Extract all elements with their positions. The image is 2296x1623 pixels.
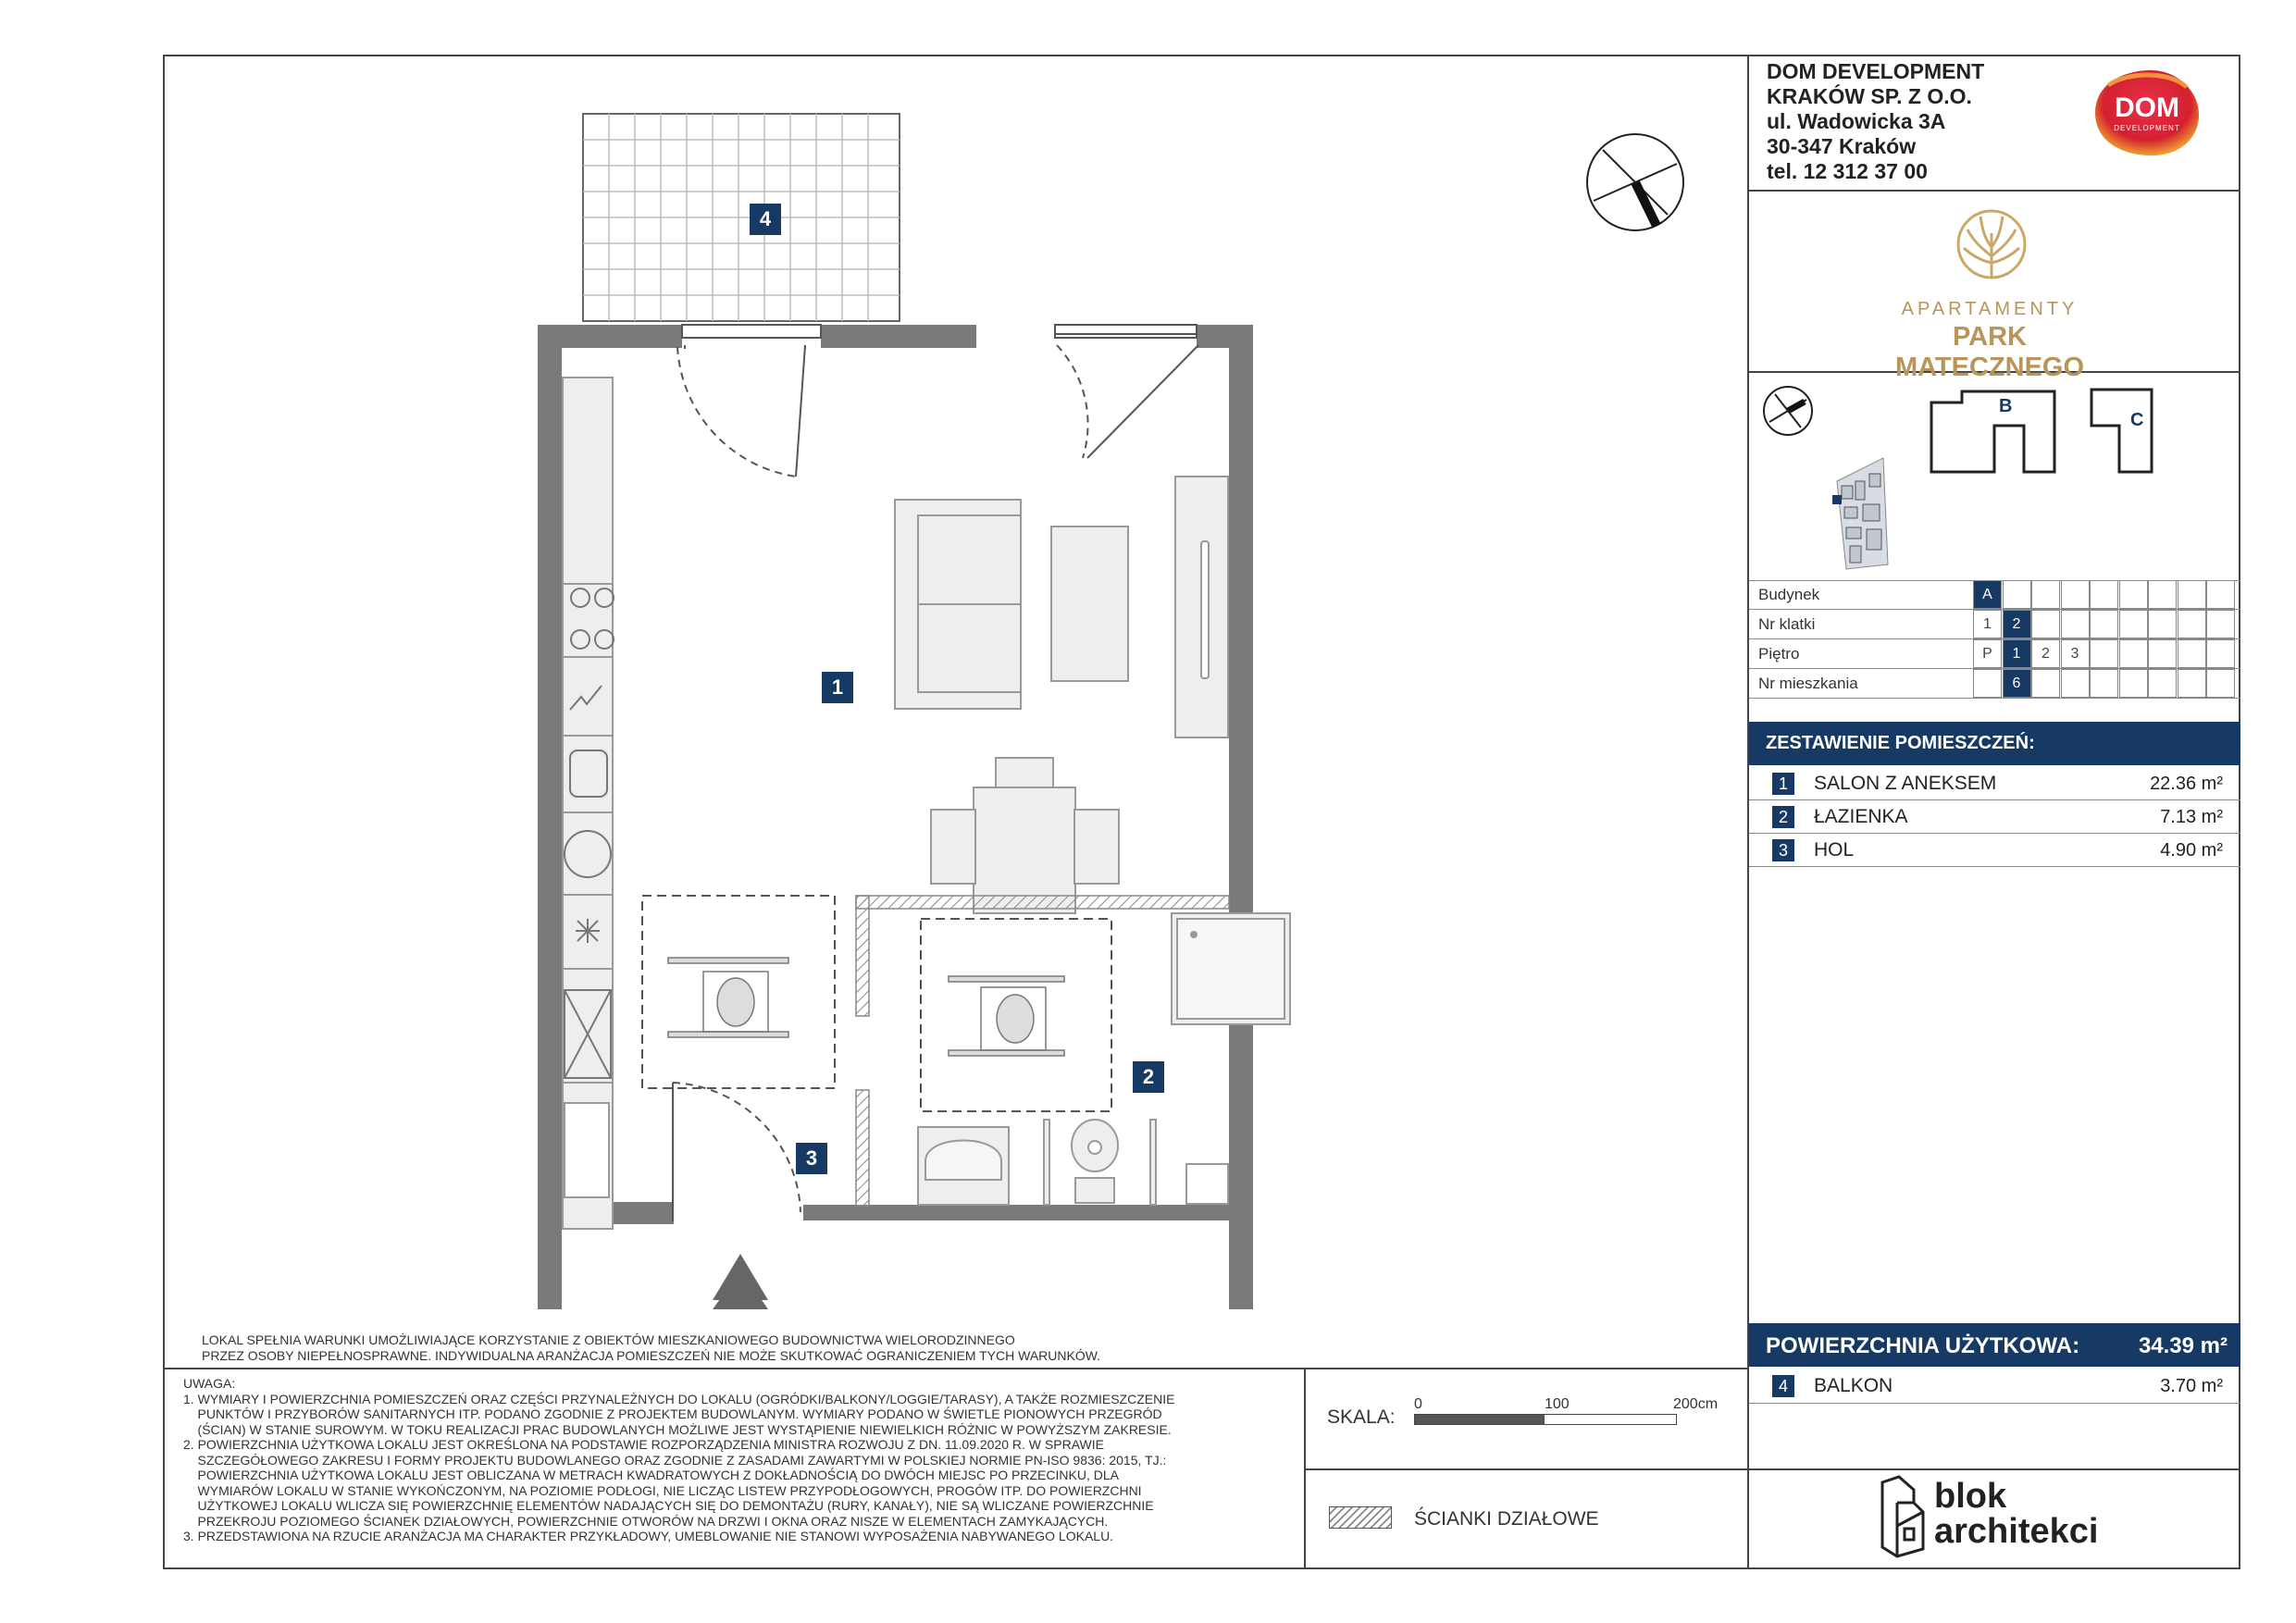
divider xyxy=(1304,1468,1749,1470)
info-cell xyxy=(2090,580,2118,609)
scale-bar-filled xyxy=(1415,1415,1545,1424)
room-number: 3 xyxy=(1772,839,1794,861)
site-plan-thumbnail xyxy=(1828,453,1893,574)
info-cell: 2 xyxy=(2031,639,2060,668)
info-cell: 2 xyxy=(2003,610,2031,638)
scale-tick-100: 100 xyxy=(1545,1396,1570,1412)
balcony-name: BALKON xyxy=(1814,1375,1893,1396)
rooms-header-text: ZESTAWIENIE POMIESZCZEŃ: xyxy=(1766,733,2035,753)
project-title-small: APARTAMENTY xyxy=(1901,299,2079,319)
accessibility-note xyxy=(202,1332,1100,1363)
divider xyxy=(163,1368,1749,1369)
company-line: tel. 12 312 37 00 xyxy=(1767,159,1928,183)
notes-title: UWAGA: xyxy=(183,1376,236,1391)
info-cell xyxy=(2148,580,2177,609)
logo-subtext: DEVELOPMENT xyxy=(2114,124,2180,132)
room-label-1: 1 xyxy=(822,672,853,703)
usable-area-value: 34.39 m² xyxy=(2138,1333,2228,1358)
info-cell xyxy=(2090,610,2118,638)
tree-logo-icon xyxy=(1955,205,2029,289)
note-line: PUNKTÓW I PRZYBORÓW SANITARNYCH ITP. PODANO ZGODNIE Z PROJEKTEM BUDOWLANYM. WYMIARY PODANO W ŚWIETLE PIONOWYCH PRZEGRÓD xyxy=(183,1406,1162,1421)
partition-legend-swatch xyxy=(1329,1506,1392,1529)
info-cell xyxy=(2178,669,2206,698)
room-name: HOL xyxy=(1814,839,1855,861)
architect-line2: architekci xyxy=(1934,1512,2099,1551)
info-cell xyxy=(2003,580,2031,609)
info-cell: 6 xyxy=(2003,669,2031,698)
unit-info-table xyxy=(1749,580,2240,699)
usable-area-bar xyxy=(1749,1323,2240,1367)
architect-line1: blok xyxy=(1934,1477,2007,1516)
info-cell xyxy=(2119,610,2148,638)
info-cell xyxy=(2031,580,2060,609)
list-item xyxy=(1749,800,2240,834)
info-cell xyxy=(2061,610,2090,638)
rooms-list xyxy=(1749,767,2240,869)
row-label-building: Budynek xyxy=(1758,586,1820,603)
key-plan xyxy=(1920,384,2161,477)
info-cell xyxy=(2119,639,2148,668)
scale-tick-0: 0 xyxy=(1414,1396,1422,1412)
floor-plan xyxy=(527,106,1342,1309)
note-line: LOKAL SPEŁNIA WARUNKI UMOŻLIWIAJĄCE KORZYSTANIE Z OBIEKTÓW MIESZKANIOWEGO BUDOWNICTWA WIELORODZINNEGO xyxy=(202,1332,1015,1347)
info-cell xyxy=(2148,610,2177,638)
rooms-header xyxy=(1749,722,2240,765)
info-cell xyxy=(2148,639,2177,668)
info-cell xyxy=(2206,669,2235,698)
info-cell xyxy=(2031,669,2060,698)
room-number: 1 xyxy=(1772,773,1794,795)
info-cell xyxy=(2178,610,2206,638)
note-line: PRZEKROJU POZIOMEGO ŚCIANEK DZIAŁOWYCH, POWIERZCHNIE OTWORÓW NA DRZWI I OKNA ORAZ NISZE W ELEMENTACH ZAMYKAJĄCYCH. xyxy=(183,1513,1109,1529)
note-line: WYMIARÓW LOKALU W STANIE WYKOŃCZONYM, NA POZIOMIE PODŁOGI, NIE LICZĄC LISTEW PRZYPODŁOGOWYCH, PROGÓW ITP. DO POWIERZCHNI xyxy=(183,1482,1142,1498)
info-cell xyxy=(2206,610,2235,638)
company-line: 30-347 Kraków xyxy=(1767,134,1917,158)
room-area: 7.13 m² xyxy=(2160,807,2223,827)
room-name: SALON Z ANEKSEM xyxy=(1814,773,1997,794)
small-compass-icon xyxy=(1762,385,1814,437)
info-cell xyxy=(2206,639,2235,668)
company-line: KRAKÓW SP. Z O.O. xyxy=(1767,84,1972,108)
note-line: SZCZEGÓŁOWEGO ZAKRESU I FORMY PROJEKTU BUDOWLANEGO ORAZ ZGODNIE Z ZASADAMI ZAWARTYMI W POLSKIEJ NORMIE PN-ISO 9836: 2015, TJ.: xyxy=(183,1452,1167,1468)
room-label-4: 4 xyxy=(750,204,781,235)
room-label-3: 3 xyxy=(796,1143,827,1174)
info-cell xyxy=(2119,669,2148,698)
balcony-number: 4 xyxy=(1772,1375,1794,1397)
room-area: 22.36 m² xyxy=(2150,774,2223,794)
compass-icon xyxy=(1584,131,1686,233)
room-area: 4.90 m² xyxy=(2160,840,2223,861)
info-cell xyxy=(1973,669,2002,698)
info-cell: A xyxy=(1973,580,2002,609)
scale-tick-200: 200cm xyxy=(1673,1396,1719,1412)
row-label-unit-number: Nr mieszkania xyxy=(1758,675,1858,692)
company-line: DOM DEVELOPMENT xyxy=(1767,59,1985,83)
info-cell xyxy=(2090,639,2118,668)
balcony-row xyxy=(1749,1369,2240,1403)
balcony-area: 3.70 m² xyxy=(2160,1376,2223,1396)
info-cell xyxy=(2061,580,2090,609)
info-cell xyxy=(2206,580,2235,609)
company-line: ul. Wadowicka 3A xyxy=(1767,109,1946,133)
room-number: 2 xyxy=(1772,806,1794,828)
scale-bar xyxy=(1414,1414,1677,1425)
blok-architekci-logo xyxy=(1877,1475,2173,1558)
project-title-big: PARK MATECZNEGO xyxy=(1894,322,2085,382)
building-b-label: B xyxy=(1999,396,2013,416)
list-item xyxy=(1749,767,2240,800)
note-line: 2. POWIERZCHNIA UŻYTKOWA LOKALU JEST OKREŚLONA NA PODSTAWIE ROZPORZĄDZENIA MINISTRA ROZWOJU Z DN. 11.09.2020 R. W SPRAWIE xyxy=(183,1437,1104,1452)
row-label-floor: Piętro xyxy=(1758,645,1800,663)
info-cell: 1 xyxy=(2003,639,2031,668)
room-name: ŁAZIENKA xyxy=(1814,806,1908,827)
note-line: PRZEZ OSOBY NIEPEŁNOSPRAWNE. INDYWIDUALNA ARANŻACJA POMIESZCZEŃ NIE MOŻE SKUTKOWAĆ OGRANICZENIEM TYCH WARUNKÓW. xyxy=(202,1347,1101,1363)
dom-development-logo xyxy=(2090,67,2204,159)
note-line: (ŚCIAN) W STANIE SUROWYM. W TOKU REALIZACJI PRAC BUDOWLANYCH MOŻLIWE JEST WYSTĄPIENIE NIEWIELKICH RÓŻNIC W POWYŻSZYM ZAKRESIE. xyxy=(183,1421,1172,1437)
info-cell xyxy=(2148,669,2177,698)
building-c-label: C xyxy=(2130,410,2144,430)
info-cell: 3 xyxy=(2061,639,2090,668)
balcony-tiles xyxy=(583,114,900,321)
info-cell xyxy=(2090,669,2118,698)
logo-text: DOM xyxy=(2115,93,2179,123)
info-cell xyxy=(2178,580,2206,609)
legend-label: ŚCIANKI DZIAŁOWE xyxy=(1414,1508,1599,1530)
scale-label: SKALA: xyxy=(1327,1406,1396,1428)
list-item xyxy=(1749,834,2240,867)
info-cell: 1 xyxy=(1973,610,2002,638)
divider xyxy=(1747,1468,2240,1470)
info-cell: P xyxy=(1973,639,2002,668)
note-line: 3. PRZEDSTAWIONA NA RZUCIE ARANŻACJA MA CHARAKTER PRZYKŁADOWY, UMEBLOWANIE NIE STANOWI WYPOSAŻENIA NABYWANEGO LOKALU. xyxy=(183,1529,1114,1543)
divider xyxy=(1747,190,2240,192)
note-line: 1. WYMIARY I POWIERZCHNIA POMIESZCZEŃ ORAZ CZĘŚCI PRZYNALEŻNYCH DO LOKALU (OGRÓDKI/BALKONY/LOGGIE/TARASY), A TAKŻE ROZMIESZCZENIE xyxy=(183,1391,1175,1406)
info-cell xyxy=(2119,580,2148,609)
note-line: POWIERZCHNIA UŻYTKOWA LOKALU JEST OBLICZANA W METRACH KWADRATOWYCH Z DOKŁADNOŚCIĄ DO DWÓCH MIEJSC PO PRZECINKU, DLA xyxy=(183,1468,1119,1482)
company-info xyxy=(1767,59,1984,184)
info-cell xyxy=(2178,639,2206,668)
usable-area-label: POWIERZCHNIA UŻYTKOWA: xyxy=(1766,1333,2080,1358)
notes-block xyxy=(183,1376,1298,1544)
info-cell xyxy=(2031,610,2060,638)
room-label-2: 2 xyxy=(1133,1061,1164,1093)
note-line: UŻYTKOWEJ LOKALU WLICZA SIĘ POWIERZCHNIĘ ELEMENTÓW NADAJĄCYCH SIĘ DO DEMONTAŻU (RURY, KANAŁY), NIE SĄ WLICZANE POWIERZCHNIE xyxy=(183,1498,1154,1513)
row-label-staircase: Nr klatki xyxy=(1758,615,1816,633)
info-cell xyxy=(2061,669,2090,698)
